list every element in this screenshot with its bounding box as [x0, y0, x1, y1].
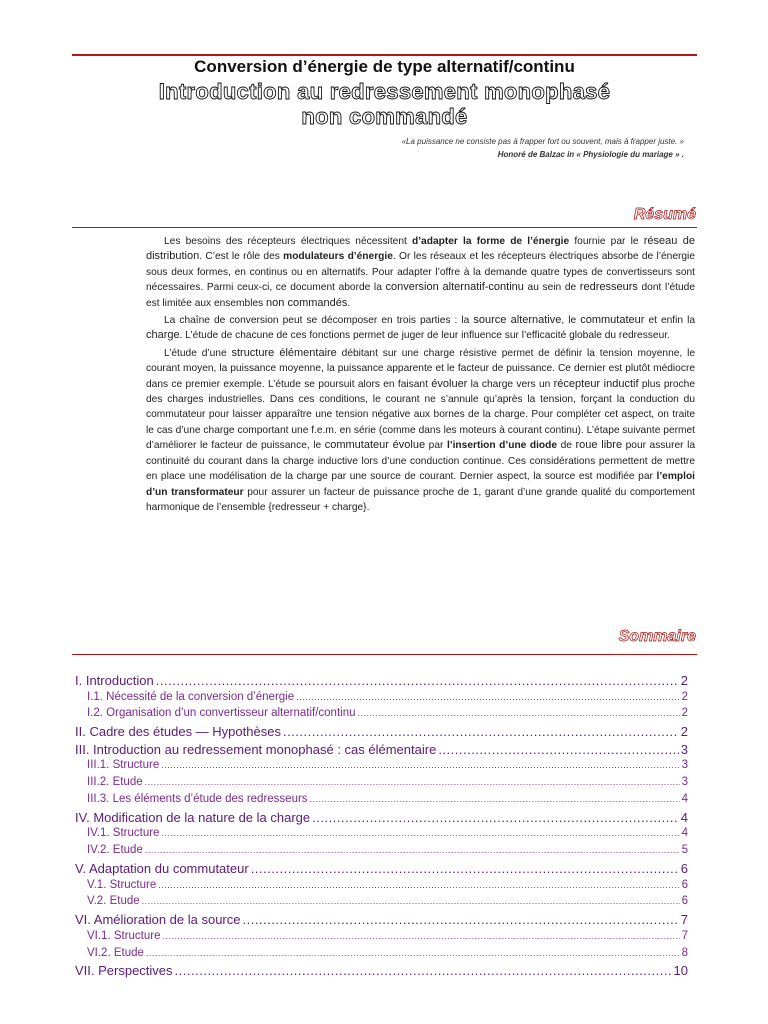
toc-entry-label: I.1. Nécessité de la conversion d’énergie — [87, 690, 295, 703]
body-text: L’étude d’une — [164, 347, 232, 359]
epigraph-author: Honoré de Balzac in « Physiologie du mariage » . — [497, 150, 684, 159]
toc-leader-dots — [283, 724, 679, 739]
toc-leader-dots — [175, 963, 672, 978]
toc-entry-page: 5 — [681, 844, 688, 857]
body-text: plus proche des charges industrielles. Dans ces conditions, le courant ne s’annule qu’après la tension, forçant la conduction du commutateur pour laisser apparaître une tension négative aux bornes de la charge. Pour compléter cet aspect, on traite le cas d’une charge comportant une f.e.m. en série (comme dans les moteurs à courant continu). L’étape suivante permet d’améliorer le facteur de puissance, le — [146, 378, 695, 452]
toc-entry[interactable] — [75, 724, 688, 742]
body-text: et enfin la — [644, 315, 696, 327]
abstract-paragraph-1 — [146, 234, 695, 311]
toc-leader-dots — [242, 912, 678, 927]
toc-leader-dots — [142, 896, 680, 906]
toc-entry-label: VI.1. Structure — [87, 929, 161, 942]
body-text: fournie par le — [569, 236, 644, 247]
toc-entry-label: V.2. Étude — [87, 895, 140, 908]
toc-entry[interactable] — [75, 827, 688, 844]
abstract-paragraph-3 — [146, 346, 695, 515]
toc-entry-page: 4 — [681, 792, 688, 805]
resume-heading: Résumé — [633, 206, 696, 223]
toc-entry-page: 6 — [681, 895, 688, 908]
toc-entry-page: 6 — [680, 860, 688, 876]
toc-leader-dots — [296, 692, 679, 702]
emphasis-term: charge — [146, 329, 180, 342]
toc-leader-dots — [163, 931, 680, 941]
emphasis-term: roue libre — [575, 439, 623, 452]
toc-entry-page: 3 — [681, 776, 688, 789]
toc-entry[interactable] — [75, 691, 688, 708]
toc-entry-page: 6 — [681, 878, 688, 891]
emphasis-term: commutateur évolue — [324, 439, 426, 452]
toc-leader-dots — [146, 948, 680, 958]
emphasis-term: l’emploi d’un transformateur — [146, 471, 695, 498]
toc-entry-label: V. Adaptation du commutateur — [75, 860, 249, 876]
emphasis-term: récepteur inductif — [553, 377, 639, 390]
toc-entry-page: 2 — [681, 707, 688, 720]
emphasis-term: réseau de distribution — [146, 235, 695, 263]
toc-entry-page: 7 — [681, 929, 688, 942]
body-text: débitant sur une charge résistive permet de définir la tension moyenne, le courant moyen, la puissance moyenne, la puissance apparente et le facteur de puissance. Ce dernier est plutôt médiocre dans ce premier exemple. L’étude se poursuit alors en faisant — [146, 347, 696, 390]
toc-entry[interactable] — [75, 861, 688, 879]
toc-leader-dots — [161, 828, 679, 838]
toc-entry-label: VII. Perspectives — [75, 963, 173, 979]
table-of-contents — [75, 673, 688, 981]
toc-leader-dots — [438, 742, 678, 757]
toc-leader-dots — [158, 880, 679, 890]
toc-entry-page: 3 — [680, 741, 688, 757]
top-rule — [72, 54, 697, 56]
abstract-text — [146, 234, 695, 517]
toc-entry-label: IV. Modification de la nature de la charge — [75, 809, 311, 825]
emphasis-term: d’adapter la forme de l’énergie — [412, 236, 570, 247]
toc-entry[interactable] — [75, 912, 688, 930]
toc-entry-page: 2 — [680, 724, 688, 740]
toc-entry-label: III.2. Étude — [87, 776, 143, 789]
toc-entry-page: 8 — [681, 946, 688, 959]
body-text: de — [557, 440, 576, 452]
toc-entry-page: 2 — [680, 673, 688, 688]
toc-entry-label: I.2. Organisation d’un convertisseur alternatif/continu — [87, 707, 356, 720]
toc-entry-page: 2 — [681, 690, 688, 703]
toc-entry-page: 4 — [681, 827, 688, 840]
toc-entry-label: IV.1. Structure — [87, 827, 160, 840]
toc-entry-label: I. Introduction — [75, 673, 154, 688]
toc-entry[interactable] — [75, 844, 688, 861]
toc-leader-dots — [357, 708, 679, 718]
toc-entry[interactable] — [75, 963, 688, 981]
toc-entry[interactable] — [75, 895, 688, 912]
sommaire-rule — [72, 654, 697, 655]
toc-entry-label: VI. Amélioration de la source — [75, 912, 241, 928]
body-text: . — [347, 297, 351, 309]
epigraph-quote: «La puissance ne consiste pas à frapper fort ou souvent, mais à frapper juste. » — [401, 137, 684, 146]
toc-entry[interactable] — [75, 673, 688, 691]
toc-entry-label: II. Cadre des études — Hypothèses — [75, 724, 281, 740]
body-text: . C’est le rôle des — [199, 251, 284, 263]
toc-entry-page: 10 — [673, 963, 688, 979]
document-subtitle: Conversion d’énergie de type alternatif/continu — [194, 57, 575, 76]
toc-entry[interactable] — [75, 707, 688, 724]
document-title-line1: Introduction au redressement monophasé — [158, 79, 611, 104]
toc-entry-label: III.3. Les éléments d’étude des redresseurs — [87, 792, 308, 805]
emphasis-term: évoluer — [431, 377, 468, 390]
sommaire-heading: Sommaire — [618, 628, 696, 645]
toc-entry[interactable] — [75, 742, 688, 760]
emphasis-term: conversion alternatif-continu — [385, 281, 524, 294]
emphasis-term: structure élémentaire — [231, 346, 337, 359]
body-text: dont l’étude est limitée aux ensembles — [146, 282, 695, 309]
toc-entry-page: 7 — [680, 912, 688, 928]
body-text: , le — [561, 315, 581, 327]
toc-entry-label: III. Introduction au redressement monophasé : cas élémentaire — [75, 741, 437, 757]
toc-entry-label: VI.2. Étude — [87, 946, 144, 959]
emphasis-term: commutateur — [580, 314, 645, 327]
body-text: par — [425, 440, 447, 452]
emphasis-term: redresseurs — [579, 281, 638, 294]
emphasis-term: l’insertion d’une diode — [446, 440, 558, 452]
toc-leader-dots — [161, 760, 679, 770]
toc-leader-dots — [312, 810, 679, 825]
toc-leader-dots — [251, 861, 679, 876]
body-text: Les besoins des récepteurs électriques nécessitent — [164, 236, 412, 247]
abstract-paragraph-2 — [146, 313, 695, 344]
body-text: . Or les réseaux et les récepteurs électriques absorbe de l’énergie sous deux formes, en continus ou en alternatifs. Pour adapter l’offre à la demande quatre types de convertisseurs sont nécessaires. Parmi ceux-ci, ce document aborde la — [146, 251, 695, 294]
body-text: pour assurer la continuité du courant dans la charge inductive lors d’une conduction continue. Ces considérations permettent de mettre en place une modélisation de la charge par une source de courant. Dernier aspect, la source est modifiée par — [146, 440, 695, 483]
emphasis-term: source alternative — [473, 314, 562, 327]
body-text: au sein de — [523, 282, 580, 294]
toc-entry[interactable] — [75, 930, 688, 947]
body-text: La chaîne de conversion peut se décomposer en trois parties : la — [164, 315, 474, 327]
body-text: la charge vers un — [467, 378, 554, 390]
toc-entry-label: III.1. Structure — [87, 759, 160, 772]
document-title-line2: non commandé — [301, 104, 468, 129]
toc-leader-dots — [145, 777, 680, 787]
toc-leader-dots — [310, 794, 680, 804]
toc-leader-dots — [156, 673, 679, 688]
toc-entry-page: 3 — [681, 759, 688, 772]
toc-leader-dots — [145, 845, 680, 855]
toc-entry[interactable] — [75, 879, 688, 896]
toc-entry[interactable] — [75, 776, 688, 793]
toc-entry[interactable] — [75, 759, 688, 776]
body-text: . L’étude de chacune de ces fonctions permet de juger de leur influence sur l’efficacité globale du redresseur. — [179, 330, 670, 342]
emphasis-term: modulateurs d’énergie — [283, 251, 393, 263]
toc-entry[interactable] — [75, 947, 688, 964]
toc-entry[interactable] — [75, 810, 688, 828]
toc-entry-label: IV.2. Étude — [87, 844, 143, 857]
toc-entry[interactable] — [75, 793, 688, 810]
toc-entry-label: V.1. Structure — [87, 878, 157, 891]
body-text: pour assurer un facteur de puissance proche de 1, garant d’une grande qualité du comportement harmonique de l’ensemble {redresseur + charge}. — [146, 486, 695, 513]
resume-rule — [72, 227, 697, 228]
emphasis-term: non commandés — [266, 296, 348, 309]
toc-entry-page: 4 — [680, 809, 688, 825]
